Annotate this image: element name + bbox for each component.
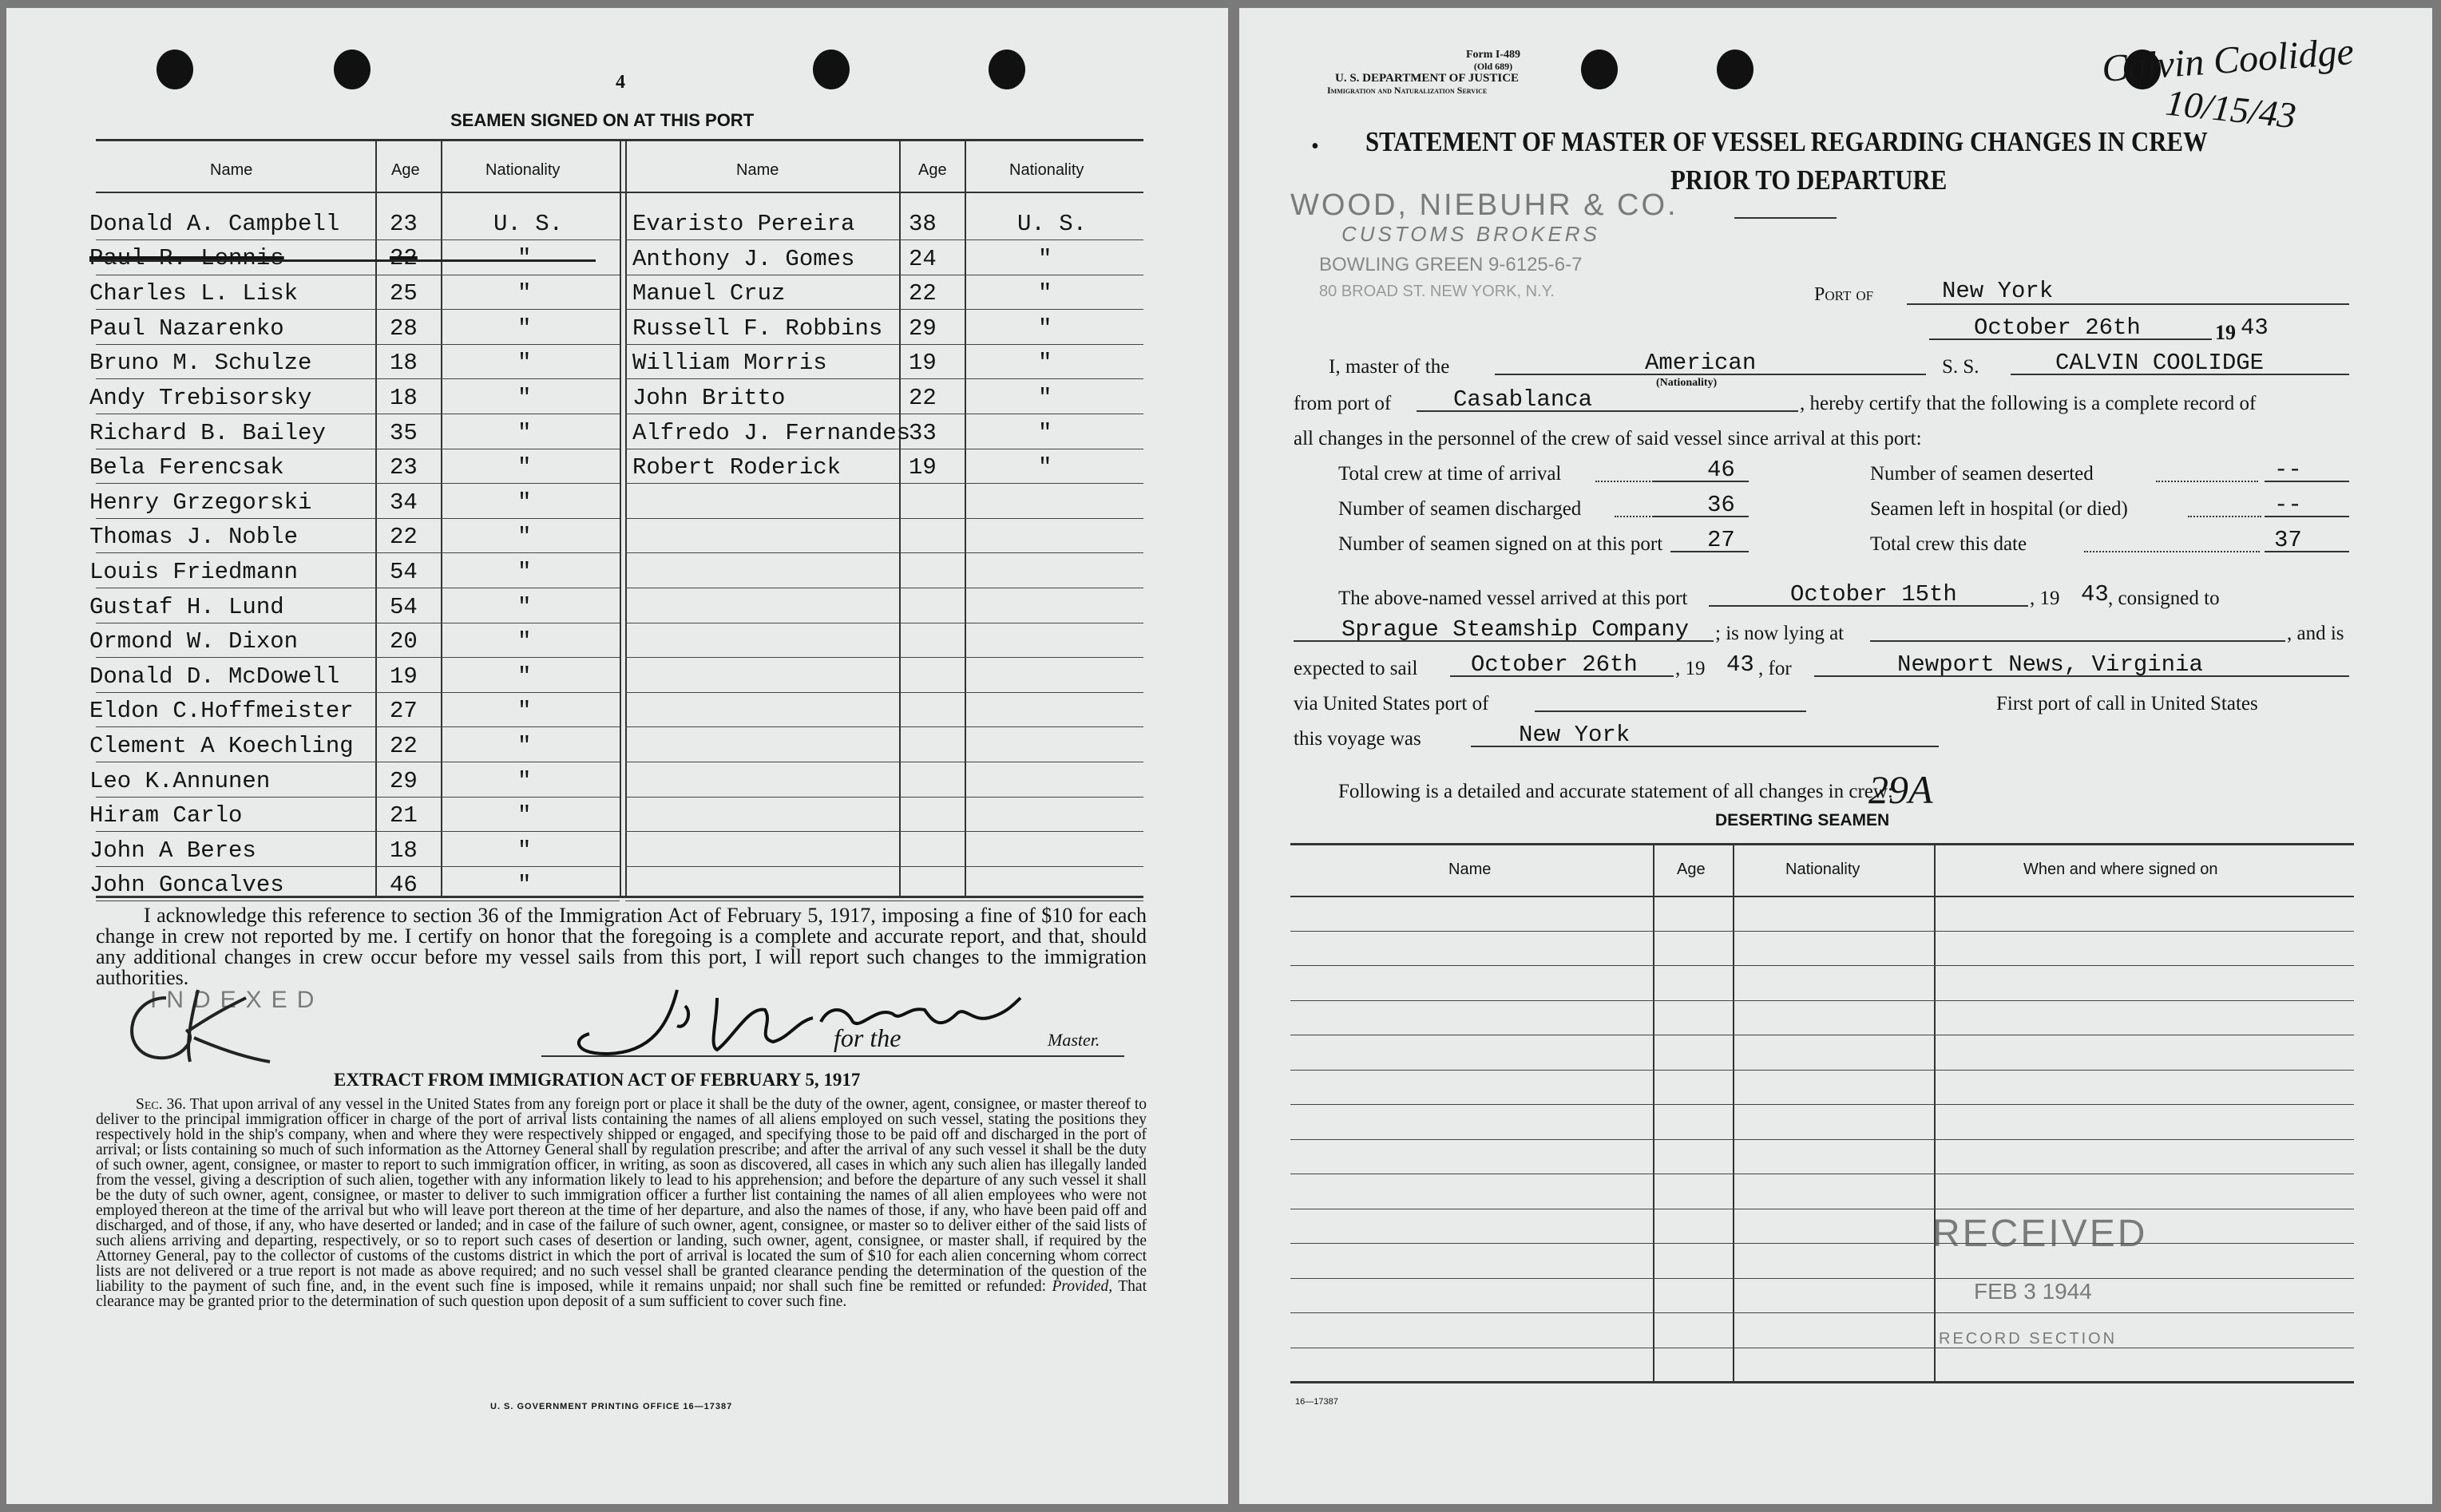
row-rule	[1290, 965, 2354, 966]
crew-name: Eldon C.Hoffmeister	[89, 698, 354, 724]
ship-name: CALVIN COOLIDGE	[2055, 350, 2265, 376]
footer-code: 16—17387	[1295, 1397, 1338, 1407]
record-stamp: RECORD SECTION	[1939, 1330, 2118, 1348]
crew-name: Clement A Koechling	[89, 733, 354, 759]
crew-name: Manuel Cruz	[632, 280, 786, 307]
from-port-label: from port of	[1294, 393, 1392, 414]
crew-age: 38	[909, 211, 937, 237]
broker-phone: BOWLING GREEN 9-6125-6-7	[1319, 254, 1583, 275]
broker-address: 80 BROAD ST. NEW YORK, N.Y.	[1319, 283, 1555, 300]
table-row	[6, 314, 1148, 342]
crew-nationality: "	[517, 733, 532, 759]
table-row	[6, 209, 1148, 238]
crew-name: Andy Trebisorsky	[89, 385, 312, 411]
count-underline	[1653, 516, 1749, 517]
row-rule	[625, 831, 1143, 832]
crew-age: 54	[390, 594, 418, 620]
row-rule	[96, 726, 620, 727]
crew-age: 33	[909, 420, 937, 446]
total-arrival-label: Total crew at time of arrival	[1338, 463, 1562, 485]
dot-leader	[2156, 481, 2258, 482]
crew-age: 27	[390, 698, 418, 724]
dot-leader	[2188, 516, 2261, 517]
crew-nationality: "	[517, 280, 532, 307]
row-rule	[96, 866, 620, 867]
crew-age: 18	[390, 385, 418, 411]
sail-date: October 26th	[1471, 651, 1638, 678]
hospital-value: --	[2274, 492, 2302, 518]
row-rule	[1290, 931, 2354, 932]
year-prefix: 19	[2215, 321, 2236, 344]
crew-age: 35	[390, 420, 418, 446]
signed-on-value: 27	[1707, 527, 1735, 553]
nationality-underline	[1495, 374, 1926, 375]
crew-nationality: "	[1038, 350, 1052, 376]
crew-nationality: "	[1038, 454, 1052, 481]
right-page	[1239, 8, 2432, 1504]
and-is-label: , and is	[2287, 623, 2344, 644]
service: Immigration and Naturalization Service	[1327, 85, 1488, 96]
crew-name: Richard B. Bailey	[89, 420, 326, 446]
first-port-label: First port of call in United States	[1996, 693, 2258, 714]
crew-nationality: "	[1038, 315, 1052, 342]
section-title: SEAMEN SIGNED ON AT THIS PORT	[450, 110, 755, 130]
consigned-label: , consigned to	[2108, 588, 2220, 609]
crew-age: 34	[390, 489, 418, 516]
crew-name: Russell F. Robbins	[632, 315, 883, 342]
count-underline	[2265, 516, 2349, 517]
crew-nationality: "	[1038, 246, 1052, 272]
via-label: via United States port of	[1294, 693, 1489, 714]
header-nationality: Nationality	[1009, 161, 1084, 179]
total-date-label: Total crew this date	[1870, 533, 2027, 555]
crew-name: John A Beres	[89, 837, 256, 864]
table-row	[6, 383, 1148, 412]
handwritten-date: 10/15/43	[2163, 81, 2298, 137]
crew-age: 19	[909, 454, 937, 481]
table-row	[6, 453, 1148, 481]
crew-age: 22	[390, 245, 418, 271]
crew-age: 18	[390, 837, 418, 864]
discharged-label: Number of seamen discharged	[1338, 498, 1582, 520]
sail-year-prefix: , 19	[1675, 658, 1706, 679]
crew-age: 22	[390, 733, 418, 759]
crew-nationality: "	[517, 594, 532, 620]
crew-age: 28	[390, 315, 418, 342]
broker-stamp-sub: CUSTOMS BROKERS	[1341, 222, 1600, 246]
crew-name: Evaristo Pereira	[632, 211, 855, 237]
crew-age: 29	[390, 768, 418, 794]
consignee-underline	[1294, 640, 1714, 642]
arrived-value: October 15th	[1790, 581, 1957, 608]
crew-nationality: "	[517, 524, 532, 550]
from-port-value: Casablanca	[1453, 386, 1593, 413]
crew-name: Robert Roderick	[632, 454, 842, 481]
row-rule	[625, 518, 1143, 519]
col-divider	[1934, 843, 1936, 1381]
form-title: STATEMENT OF MASTER OF VESSEL REGARDING CHANGES IN CREW	[1365, 126, 2208, 157]
gpo-footer: U. S. GOVERNMENT PRINTING OFFICE 16—17387	[490, 1402, 733, 1411]
crew-name: Hiram Carlo	[89, 802, 243, 829]
crew-nationality: "	[517, 420, 532, 446]
header-age: Age	[918, 161, 947, 179]
for-the-text: for the	[834, 1023, 902, 1052]
crew-nationality: "	[517, 872, 532, 898]
table-row	[6, 731, 621, 760]
consignee-value: Sprague Steamship Company	[1341, 616, 1690, 643]
crew-age: 23	[390, 211, 418, 237]
header-age: Age	[391, 161, 420, 179]
nationality-value: American	[1645, 350, 1757, 376]
crew-age: 22	[909, 280, 937, 307]
handwritten-code: 29A	[1868, 767, 1933, 812]
crew-name: William Morris	[632, 350, 827, 376]
lying-underline	[1870, 640, 2285, 642]
row-rule	[96, 309, 620, 310]
crew-age: 23	[390, 454, 418, 481]
table-row	[6, 592, 621, 621]
form-number: Form I-489	[1465, 49, 1521, 61]
table-row	[6, 662, 621, 691]
department: U. S. DEPARTMENT OF JUSTICE	[1335, 72, 1520, 85]
destination-underline	[1814, 675, 2349, 677]
crew-name: Louis Friedmann	[89, 559, 299, 585]
row-rule	[625, 692, 1143, 693]
col-divider	[1733, 843, 1734, 1381]
punch-hole	[989, 49, 1025, 89]
crew-nationality: U. S.	[493, 211, 564, 237]
sail-year: 43	[1726, 651, 1754, 678]
table-row	[6, 522, 621, 551]
count-underline	[2265, 481, 2349, 482]
received-stamp: RECEIVED	[1932, 1213, 2148, 1255]
row-rule	[625, 239, 1143, 240]
crew-age: 25	[390, 280, 418, 307]
all-changes-text: all changes in the personnel of the crew of said vessel since arrival at this port:	[1294, 428, 1922, 449]
crew-nationality: "	[517, 454, 532, 481]
row-rule	[96, 692, 620, 693]
this-voyage-label: this voyage was	[1294, 728, 1421, 750]
punch-hole	[157, 49, 193, 89]
crew-age: 29	[909, 315, 937, 342]
crew-name: Anthony J. Gomes	[632, 246, 855, 272]
handwritten-ship-name: Calvin Coolidge	[2100, 30, 2356, 90]
port-label: Port of	[1814, 284, 1874, 305]
crew-name: Ormond W. Dixon	[89, 628, 299, 655]
crew-nationality: "	[1038, 280, 1052, 307]
count-underline	[1670, 551, 1749, 552]
row-rule	[96, 657, 620, 658]
row-rule	[1290, 1000, 2354, 1001]
row-rule	[96, 797, 620, 798]
following-label: Following is a detailed and accurate statement of all changes in crew:	[1338, 781, 1893, 802]
arrived-year: 43	[2081, 581, 2109, 608]
row-rule	[96, 239, 620, 240]
crew-nationality: U. S.	[1017, 211, 1088, 237]
header-nationality: Nationality	[485, 161, 561, 179]
count-underline	[1653, 481, 1749, 482]
table-top-rule	[1290, 843, 2354, 845]
row-rule	[1290, 1070, 2354, 1071]
row-rule	[625, 900, 1143, 901]
row-rule	[625, 309, 1143, 310]
row-rule	[96, 483, 620, 484]
crew-nationality: "	[517, 628, 532, 655]
crew-name: Donald A. Campbell	[89, 211, 340, 237]
crew-name: Gustaf H. Lund	[89, 594, 284, 620]
crew-age: 54	[390, 559, 418, 585]
form-subtitle: PRIOR TO DEPARTURE	[1670, 164, 1948, 196]
table-bottom-rule	[1290, 1381, 2354, 1383]
table-row	[6, 279, 1148, 307]
table-row	[6, 696, 621, 725]
extract-title: EXTRACT FROM IMMIGRATION ACT OF FEBRUARY 5, 1917	[334, 1070, 861, 1090]
crew-age: 22	[909, 385, 937, 411]
section-label: Sec. 36.	[136, 1096, 186, 1113]
crew-name: Thomas J. Noble	[89, 524, 299, 550]
row-rule	[96, 552, 620, 553]
crew-name: John Goncalves	[89, 872, 284, 898]
row-rule	[96, 900, 620, 901]
table-row	[6, 627, 621, 655]
date-value: October 26th	[1974, 315, 2141, 341]
crew-nationality: "	[517, 698, 532, 724]
row-rule	[96, 831, 620, 832]
lying-label: ; is now lying at	[1715, 623, 1845, 644]
crew-nationality: "	[1038, 420, 1052, 446]
row-rule	[1290, 1243, 2354, 1244]
crew-nationality: "	[517, 663, 532, 690]
table-row	[6, 418, 1148, 447]
table-row	[6, 348, 1148, 377]
table-row	[6, 870, 621, 899]
punch-hole	[1581, 49, 1618, 89]
broker-stamp: WOOD, NIEBUHR & CO.	[1290, 188, 1678, 222]
header-name: Name	[210, 161, 253, 179]
arrived-year-prefix: , 19	[2030, 588, 2060, 609]
crew-name: Paul Nazarenko	[89, 315, 284, 342]
total-date-value: 37	[2274, 527, 2302, 553]
punch-hole	[813, 49, 850, 89]
crew-nationality: "	[517, 768, 532, 794]
first-port-value: New York	[1519, 722, 1631, 748]
header-name: Name	[1448, 861, 1492, 878]
crew-nationality: "	[517, 489, 532, 516]
crew-name: Bela Ferencsak	[89, 454, 284, 481]
crew-name: Bruno M. Schulze	[89, 350, 312, 376]
section-body: That upon arrival of any vessel in the United States from any foreign port or place it shall be the duty of the owner, agent, consignee, or master thereof to deliver to the principal immigration officer in charge of the port of arrival lists containing the names of all aliens employed on such vessel, stating the positions they respectively hold in the ship's company, when and where they were respectively shipped or engaged, and specifying those to be paid off and discharged in the port of arrival; or lists containing so much of such information as the Attorney General shall by regulation prescribe; and after the arrival of any such vessel it shall be the duty of such owner, agent, consignee, or master to report to such immigration officer, in writing, as soon as discovered, all cases in which any such alien has illegally landed from the vessel, giving a description of such alien, together with any information likely to lead to his apprehension; and before the departure of any such vessel it shall be the duty of such owner, agent, consignee, or master to deliver to such immigration officer a further list containing the names of all alien employees who were not employed thereon at the time of the arrival but who will leave port thereon at the time of her departure, and also the names of those, if any, who have been paid off and discharged, and of those, if any, who have deserted or landed; and in case of the failure of such owner, agent, consignee, or master so to deliver either of the said lists of such aliens arriving and departing, respectively, or so to report such cases of desertion or landing, such owner, agent, consignee, or master shall, if required by the Attorney General, pay to the collector of customs of the customs district in which the port of arrival is located the sum of $10 for each alien concerning whom correct lists are not delivered or a true report is not made as above required; and no such vessel shall be granted clearance pending the determination of the question of the liability to the payment of such fine, and, in the event such fine is imposed, while it remains unpaid; nor shall such fine be remitted or refunded:	[96, 1096, 1147, 1295]
crew-age: 22	[390, 524, 418, 550]
left-page	[6, 8, 1228, 1504]
crew-nationality: "	[517, 559, 532, 585]
stamp-line	[1734, 217, 1837, 219]
arrived-label: The above-named vessel arrived at this port	[1338, 588, 1688, 609]
crew-age: 24	[909, 246, 937, 272]
signed-on-label: Number of seamen signed on at this port	[1338, 533, 1663, 555]
row-rule	[96, 344, 620, 345]
total-arrival-value: 46	[1707, 457, 1735, 483]
header-when-where: When and where signed on	[2023, 861, 2218, 878]
crew-name: John Britto	[632, 385, 786, 411]
row-rule	[625, 483, 1143, 484]
table-row	[6, 244, 1148, 273]
table-row	[6, 557, 621, 586]
indexed-stamp: INDEXED	[150, 987, 324, 1013]
crew-name: Paul R. Lennis	[89, 245, 284, 271]
master-label: Master.	[1048, 1030, 1100, 1050]
port-underline	[1907, 303, 2349, 305]
header-age: Age	[1677, 861, 1706, 878]
table-row	[6, 488, 621, 517]
discharged-value: 36	[1707, 492, 1735, 518]
port-value: New York	[1942, 278, 2054, 304]
crew-nationality: "	[517, 315, 532, 342]
crew-nationality: "	[1038, 385, 1052, 411]
crew-nationality: "	[517, 245, 532, 271]
crew-name: Leo K.Annunen	[89, 768, 271, 794]
row-rule	[1290, 1104, 2354, 1105]
crew-nationality: "	[517, 385, 532, 411]
ss-label: S. S.	[1942, 356, 1979, 378]
header-nationality: Nationality	[1785, 861, 1860, 878]
via-underline	[1535, 710, 1806, 712]
crew-age: 18	[390, 350, 418, 376]
deserted-value: --	[2274, 457, 2302, 483]
row-rule	[96, 378, 620, 379]
bullet-mark: •	[1311, 134, 1319, 159]
ship-underline	[2011, 374, 2349, 375]
table-row	[6, 836, 621, 865]
crew-nationality: "	[517, 350, 532, 376]
page-number: 4	[616, 72, 625, 93]
crew-nationality: "	[517, 837, 532, 864]
crew-name: Charles L. Lisk	[89, 280, 299, 307]
col-divider	[1653, 843, 1654, 1381]
row-rule	[625, 378, 1143, 379]
nationality-caption: (Nationality)	[1656, 377, 1718, 389]
table-row	[6, 801, 621, 829]
table-row	[6, 766, 621, 795]
destination-value: Newport News, Virginia	[1897, 651, 2203, 678]
deserted-label: Number of seamen deserted	[1870, 463, 2094, 485]
for-label: , for	[1758, 658, 1792, 679]
row-rule	[625, 552, 1143, 553]
initials-scribble	[110, 982, 302, 1070]
acknowledgment-text: I acknowledge this reference to section 36 of the Immigration Act of February 5, 1917, imposing a fine of $10 for each change in crew not reported by me. I certify on honor that the foregoing is a complete and accurate report, and that, should any additional changes in crew occur before my vessel sails from this port, I will report such changes to the immigration authorities.	[96, 904, 1147, 989]
row-rule	[625, 797, 1143, 798]
crew-age: 20	[390, 628, 418, 655]
row-rule	[1290, 1139, 2354, 1140]
expected-label: expected to sail	[1294, 658, 1418, 679]
crew-age: 19	[909, 350, 937, 376]
punch-hole	[334, 49, 371, 89]
section-end: That clearance may be granted prior to the determination of such question upon deposit of a sum sufficient to cover such fine.	[96, 1278, 1147, 1310]
crew-name: Alfredo J. Fernandes	[632, 420, 911, 446]
first-port-underline	[1471, 746, 1939, 747]
dot-leader	[2084, 551, 2260, 552]
from-port-underline	[1417, 410, 1798, 412]
row-rule	[1290, 1278, 2354, 1279]
hospital-label: Seamen left in hospital (or died)	[1870, 498, 2128, 520]
sail-date-underline	[1450, 675, 1674, 677]
crew-nationality: "	[517, 802, 532, 829]
master-of-label: I, master of the	[1329, 356, 1450, 378]
form-old-number: (Old 689)	[1473, 61, 1513, 72]
row-rule	[625, 657, 1143, 658]
punch-hole	[1717, 49, 1753, 89]
crew-age: 46	[390, 872, 418, 898]
arrived-underline	[1709, 605, 2028, 607]
crew-age: 19	[390, 663, 418, 690]
row-rule	[96, 518, 620, 519]
row-rule	[1290, 1312, 2354, 1313]
header-name: Name	[736, 161, 779, 179]
deserting-title: DESERTING SEAMEN	[1715, 811, 1890, 829]
count-underline	[2265, 551, 2349, 552]
certify-text: , hereby certify that the following is a complete record of	[1800, 393, 2257, 414]
crew-name: Donald D. McDowell	[89, 663, 340, 690]
signature-line	[541, 1055, 1124, 1057]
row-rule	[625, 344, 1143, 345]
section-provided: Provided,	[1052, 1278, 1113, 1295]
crew-name: Henry Grzegorski	[89, 489, 312, 516]
date-underline	[1929, 338, 2212, 340]
received-date: FEB 3 1944	[1974, 1279, 2092, 1304]
row-rule	[625, 866, 1143, 867]
year-value: 43	[2241, 315, 2269, 341]
section-36-text	[96, 1097, 1147, 1309]
crew-age: 21	[390, 802, 418, 829]
table-header-rule	[1290, 896, 2354, 897]
row-rule	[625, 726, 1143, 727]
